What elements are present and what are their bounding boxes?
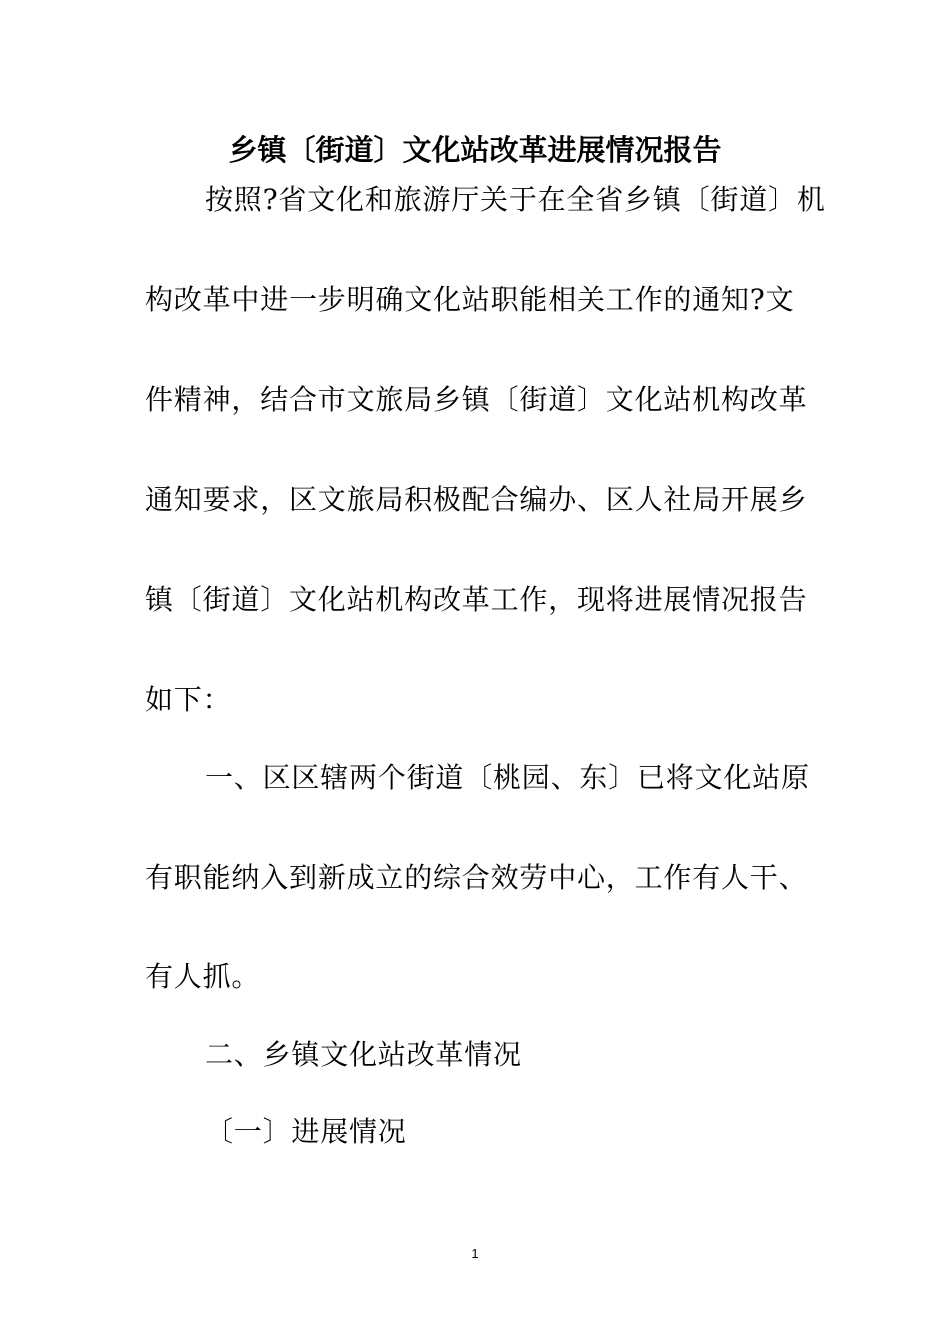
subsection-heading: 〔一〕进展情况 [205, 1115, 407, 1148]
paragraph-line: 镇〔街道〕文化站机构改革工作，现将进展情况报告 [145, 583, 808, 616]
paragraph-line: 按照?省文化和旅游厅关于在全省乡镇〔街道〕机 [205, 183, 826, 216]
paragraph-line: 有人抓。 [145, 960, 261, 993]
document-title: 乡镇〔街道〕文化站改革进展情况报告 [228, 133, 722, 167]
paragraph-line: 如下： [145, 683, 232, 716]
paragraph-line: 通知要求，区文旅局积极配合编办、区人社局开展乡 [145, 483, 808, 516]
paragraph-line: 有职能纳入到新成立的综合效劳中心，工作有人干、 [145, 861, 808, 894]
paragraph-line: 件精神，结合市文旅局乡镇〔街道〕文化站机构改革 [145, 383, 808, 416]
page-number: 1 [471, 1246, 479, 1261]
paragraph-line: 构改革中进一步明确文化站职能相关工作的通知?文 [145, 283, 795, 316]
paragraph-line: 一、区区辖两个街道〔桃园、东〕已将文化站原 [205, 761, 810, 794]
section-heading: 二、乡镇文化站改革情况 [205, 1038, 522, 1071]
